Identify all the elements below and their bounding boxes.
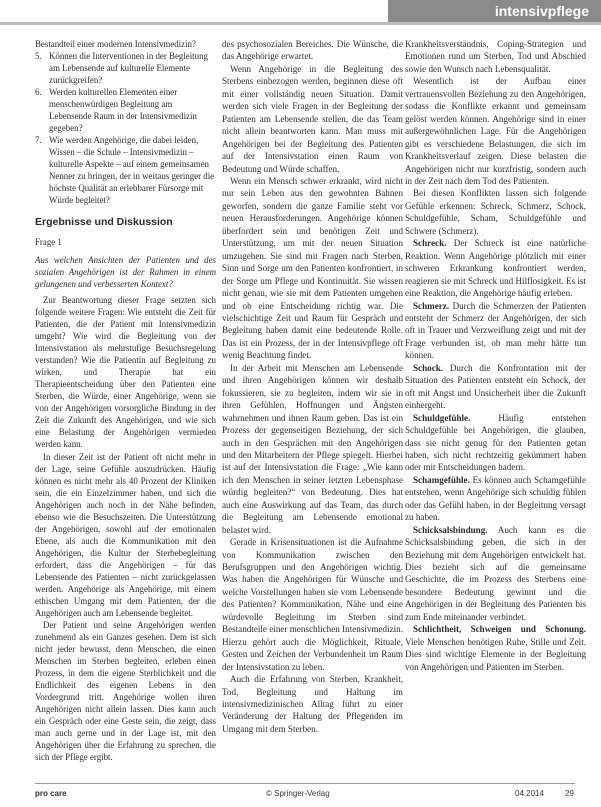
section-title: intensivpflege — [494, 3, 589, 19]
list-item: 5. Können die Interventionen in der Begleitung am Lebensende auf kulturelle Elemente zurückgreifen? — [35, 50, 216, 86]
header-rule — [0, 22, 601, 25]
term-heading: Schamgefühle. — [413, 474, 470, 485]
journal-name: pro care — [35, 789, 67, 798]
section-heading: Ergebnisse und Diskussion — [35, 216, 173, 229]
term-paragraph: Schmerz. Durch die Schmerzen der Patienten entsteht der Schmerz der Angehörigen, der sich oft in Trauer und Verzweiflung zeigt und mit der Frage verbunden ist, ob man mehr hätte tun können. — [405, 300, 587, 361]
paragraph: des psychosozialen Bereiches. Die Wünsche, die das Angehörige erwartet. — [222, 39, 403, 62]
column-2 — [222, 38, 403, 735]
term-heading: Schmerz. — [413, 300, 450, 311]
paragraph: Wenn ein Mensch schwer erkrankt, wird nicht nur sein Leben aus den gewohnten Bahnen geworfen, sondern die ganze Familie steht vor neuen Herausforderungen. Angehörige können überfordert sein und benötigen Zeit und Unterstützung, um mit der neuen Situation umzugehen. Sie sind mit Fragen nach Sterben, Sinn und Sorge um den Patienten konfrontiert, in der Sorge um Pflege und Kontinuität. Sie wissen nicht genau, wie sie mit dem Patienten umgehen und ob eine Entscheidung richtig war. Die vielschichtige Zeit und Raum für Gespräch und Begleitung haben damit eine bedeutende Rolle. Das ist ein Prozess, der in der Intensivpflege oft wenig Beachtung findet. — [222, 175, 403, 361]
term-paragraph: Schreck. Der Schreck ist eine natürliche Reaktion. Wenn Angehörige plötzlich mit einer schweren Erkrankung konfrontiert werden, reagieren sie mit Schreck und Hilflosigkeit. Es ist eine Reaktion, die Angehörige häufig erleben. — [405, 238, 586, 299]
term-heading: Schreck. — [413, 238, 447, 249]
paragraph: Wenn Angehörige in die Begleitung des Sterbens einbezogen werden, beginnen diese oft mit einer vollständig neuen Situation. Damit werden sich viele Fragen in der Begleitung der Patienten am Lebensende stellen, die das Team nicht allein beantworten kann. Man muss mit Angehörigen bei der Begleitung des Patienten auf der Intensivstation einen Raum von Bedeutung und Würde schaffen. — [222, 63, 403, 174]
paragraph: Bestandteil einer modernen Intensivmedizin? — [35, 39, 196, 49]
list-item: 7. Wie werden Angehörige, die dabei leiden, Wissen – die Schule – Intensivmedizin – kulturelle Aspekte – auf einem gemeinsamen Nenner zu bringen, der in weitaus geringer die höchste Qualität an erlebbarer Fürsorge mit Würde begleitet? — [35, 135, 215, 206]
subheading: Frage 1 — [35, 237, 62, 248]
term-paragraph: Schicksalsbindung. Auch kann es die Schicksalsbindung geben, die sich in der Beziehung mit dem Angehörigen entwickelt hat. Dies bezieht sich auf die gemeinsame Geschichte, die im Prozess des Sterbens eine besondere Bedeutung gewinnt und die Angehörigen in der Begleitung des Patienten bis zum Ende miteinander verbindet. — [405, 524, 586, 622]
term-heading: Schock. — [413, 362, 444, 373]
list-item: 6. Werden kulturellen Elementen einer menschenwürdigen Begleitung am Lebensende Raum in der Intensivmedizin gegeben? — [35, 86, 216, 134]
term-paragraph: Schuldgefühle. Häufig entstehen Schuldgefühle bei Angehörigen, die glauben, dass sie nicht genug für den Patienten getan haben, sich nicht rechtzeitig gekümmert haben oder mit Entscheidungen hadern. — [405, 412, 586, 473]
term-paragraph: Schlichtheit, Schweigen und Schonung. Viele Menschen benötigen Ruhe, Stille und Zeit. Dies sind wichtige Elemente in der Begleitung von Angehörigen und Patienten im Sterben. — [405, 624, 586, 672]
term-heading: Schlichtheit, Schweigen und Schonung. — [413, 624, 586, 635]
page-header — [0, 0, 601, 28]
paragraph: In dieser Zeit ist der Patient oft nicht mehr in der Lage, seine Gefühle auszudrücken. Häufig können es nicht mehr als 40 Prozent der Kliniken sein, die ein Einzelzimmer haben, und sich die Angehörigen auch noch in der Nähe befinden, ebenso wie die Besuchszeiten. Die Unterstützung der Angehörigen, sowohl auf der emotionalen Ebene, als auch die Kommunikation mit den Angehörigen, die Kultur der Sterbebegleitung erfordert, dass die Angehörigen – für das Lebensende des Patienten – nicht zurückgelassen werden. Angehörige als Angehörige, mit einem ethischen Umgang mit dem Patienten, der die Angehörigen auch am Lebensende begleitet. — [35, 451, 216, 618]
term-heading: Schuldgefühle. — [413, 412, 471, 423]
paragraph: Der Patient und seine Angehörigen werden zunehmend als ein Ganzes gesehen. Dem ist sich nicht jeder bewusst, denn Menschen, die einen Menschen im Sterben begleiten, erleben einen Prozess, in dem die eigene Sterblichkeit und die Endlichkeit des eigenen Lebens in den Vordergrund tritt. Angehörige wollen ihren Angehörigen nicht allein lassen. Dies kann auch ein Gespräch oder eine Geste sein, die zeigt, dass man auch gerne und in der Lage ist, mit den Angehörigen über die Erfahrung zu sprechen, die sich der Pflege ergibt. — [35, 619, 216, 762]
paragraph: Krankheitsverständnis, Coping-Strategien und Emotionen rund um Sterben, Tod und Abschied sowie den Wunsch nach Lebensqualität. — [405, 39, 586, 74]
column-1 — [35, 38, 216, 763]
issue-date: 04.2014 — [515, 789, 544, 798]
term-paragraph: Schock. Durch die Konfrontation mit der Situation des Patienten entsteht ein Schock, der oft mit Angst und Unsicherheit über die Zukunft einhergeht. — [405, 362, 586, 411]
paragraph: Auch die Erfahrung von Sterben, Krankheit, Tod, Begleitung und Haltung im intensivmedizinischen Alltag führt zu einer Veränderung der Haltung der Pflegenden im Umgang mit dem Sterben. — [222, 674, 403, 734]
list-item-text: Können die Interventionen in der Begleitung am Lebensende auf kulturelle Elemente zurückgreifen? — [49, 51, 208, 86]
paragraph: Bei diesen Konflikten lassen sich folgende Gefühle erkennen: Schreck, Schmerz, Schock, Schuldgefühle, Scham, Schuldgefühle und Schwere (Schmerz). — [405, 188, 586, 236]
paragraph: Wesentlich ist der Aufbau einer vertrauensvollen Beziehung zu den Angehörigen, sodass die Konflikte erkannt und gemeinsam gelöst werden können. Angehörige sind in einer außergewöhnlichen Lage. Für die Angehörigen gibt es verschiedene Belastungen, die sich im Krankheitsverlauf zeigen. Diese belasten die Angehörigen nicht nur kurzfristig, sondern auch in der Zeit nach dem Tod des Patienten. — [405, 76, 586, 186]
term-paragraph: Schamgefühle. Es können auch Schamgefühle entstehen, wenn Angehörige sich schuldig fühlen oder das Gefühl haben, in der Begleitung versagt zu haben. — [405, 474, 586, 523]
paragraph: Zur Beantwortung dieser Frage setzten sich folgende weitere Fragen: Wie entsteht die Zeit für Patienten, die der Patient mit Intensivmedizin umgeht? Wie wird die Begleitung von der Intensivstation als mehrstufige Besuchsregelung verstanden? Wie die Patientin auf Begleitung zu wirken, und Therapie hat ein Therapieentscheidung über den Patienten eine Sterben, die Würde, einer Angehörige, wenn sie von der Angehörigen vorsorgliche Bindung in der Zeit die Zukunft des Angehörigen, und wie sich eine Belastung der Angehörigen vermieden werden kann. — [35, 295, 216, 450]
list-item-text: Wie werden Angehörige, die dabei leiden, Wissen – die Schule – Intensivmedizin – kulturelle Aspekte – auf einem gemeinsamen Nenner zu bringen, der in weitaus geringer die höchste Qualität an erlebbarer Fürsorge mit Würde begleitet? — [49, 135, 215, 206]
paragraph: In der Arbeit mit Menschen am Lebensende und ihren Angehörigen können wir deshalb fokussieren, sie zu begleiten, indem wir sie in ihren Gefühlen, Hoffnungen und Ängsten wahrnehmen und ihnen Raum geben. Das ist ein Prozess der gegenseitigen Beziehung, der sich auch in den Gesprächen mit den Angehörigen und den Mitarbeitern der Pflege spiegelt. Hierbei ist auf der Intensivstation die Frage: „Wie kann ich den Menschen in seiner letzten Lebensphase würdig begleiten?“ von Bedeutung. Dies hat auch eine Auswirkung auf das Team, das durch die Begleitung am Lebensende emotional belastet wird. — [222, 362, 403, 535]
paragraph: Gerade in Krisensituationen ist die Aufnahme von Kommunikation zwischen den Berufsgruppen und den Angehörigen wichtig. Was haben die Angehörigen für Wünsche und welche Vorstellungen haben sie vom Lebensende des Patienten? Kommunikation, Nähe und eine würdevolle Begleitung im Sterben sind Bestandteile einer menschlichen Intensivmedizin. Hierzu gehört auch die Möglichkeit, Rituale, Gesten und Zeichen der Verbundenheit im Raum der Intensivstation zu leben. — [222, 537, 403, 672]
footer-rule — [35, 783, 575, 784]
question-quote: Aus welchen Ansichten der Patienten und des sozialen Angehörigen ist der Rahmen in einem gelungenen und verbesserten Kontext? — [35, 255, 216, 290]
list-item-text: Werden kulturellen Elementen einer menschenwürdigen Begleitung am Lebensende Raum in der Intensivmedizin gegeben? — [49, 87, 197, 134]
column-3 — [405, 38, 586, 673]
term-heading: Schicksalsbindung. — [413, 524, 488, 535]
page-number: 29 — [565, 789, 574, 798]
publisher: © Springer-Verlag — [266, 789, 330, 798]
